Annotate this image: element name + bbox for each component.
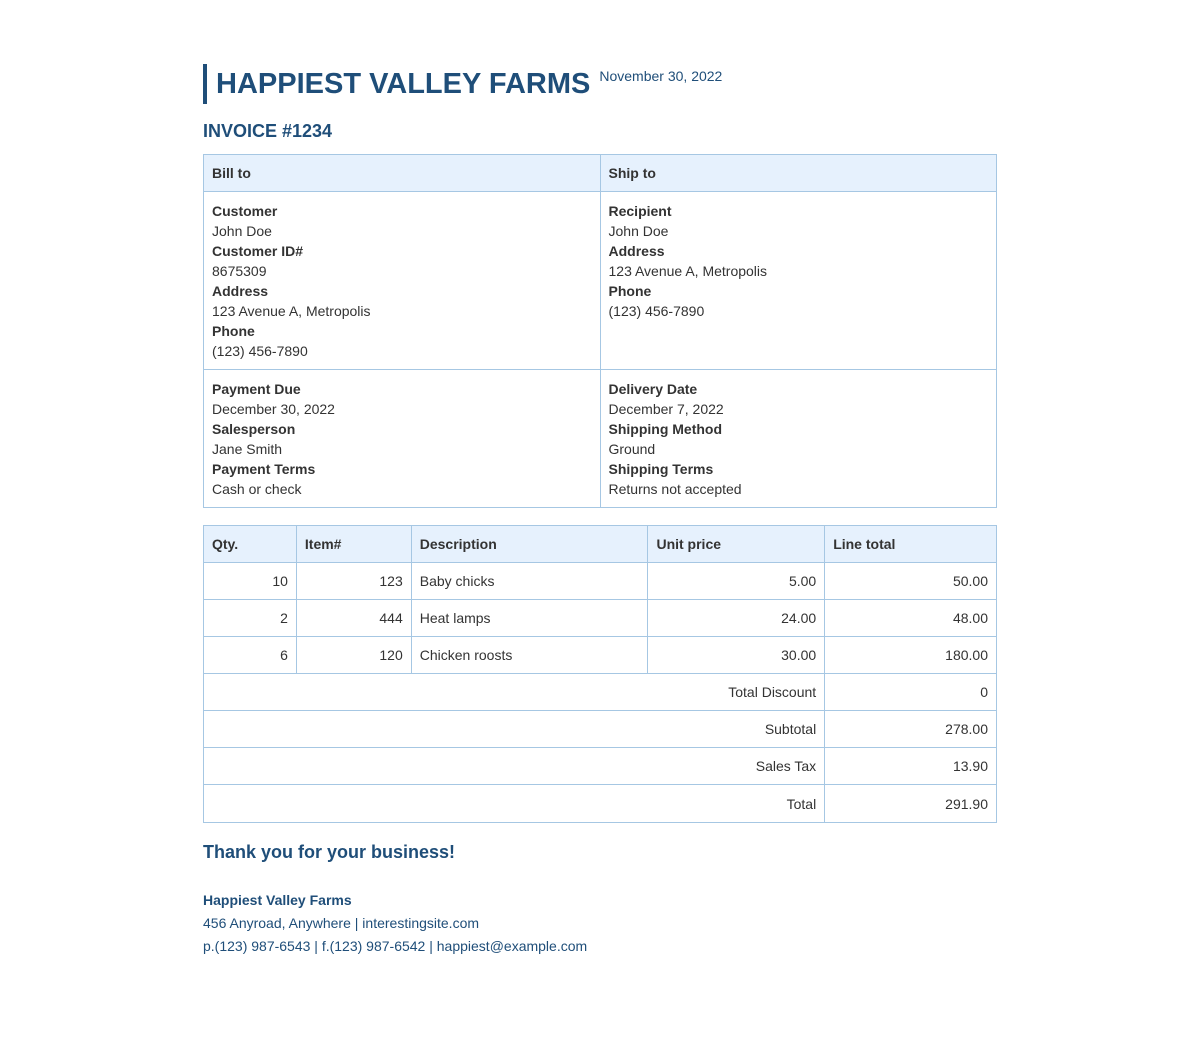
qty-cell: 6 <box>204 637 297 674</box>
table-row <box>204 600 997 637</box>
column-header-line-total: Line total <box>825 526 997 563</box>
invoice-date: November 30, 2022 <box>599 68 723 84</box>
summary-label: Subtotal <box>204 711 825 748</box>
description-cell: Chicken roosts <box>411 637 648 674</box>
field-label: Customer ID# <box>212 243 304 259</box>
summary-label: Total <box>204 785 825 823</box>
field-value: Returns not accepted <box>608 481 742 497</box>
description-cell: Heat lamps <box>411 600 648 637</box>
field-value: 123 Avenue A, Metropolis <box>608 263 768 279</box>
summary-label: Total Discount <box>204 674 825 711</box>
summary-value: 291.90 <box>825 785 997 823</box>
item-cell: 120 <box>296 637 411 674</box>
company-footer <box>203 889 997 958</box>
delivery-details <box>600 370 997 508</box>
field-label: Delivery Date <box>608 381 698 397</box>
item-cell: 123 <box>296 563 411 600</box>
ship-to-details <box>600 192 997 370</box>
invoice-number: INVOICE #1234 <box>203 121 333 141</box>
line-total-cell: 50.00 <box>825 563 997 600</box>
column-header-unit-price: Unit price <box>648 526 825 563</box>
field-value: December 7, 2022 <box>608 401 724 417</box>
summary-value: 13.90 <box>825 748 997 785</box>
billing-shipping-table <box>203 154 997 508</box>
footer-contact-line: p.(123) 987-6543 | f.(123) 987-6542 | happiest@example.com <box>203 938 588 954</box>
table-row <box>204 637 997 674</box>
footer-address-line: 456 Anyroad, Anywhere | interestingsite.com <box>203 915 480 931</box>
brand-accent-bar <box>203 64 207 104</box>
bill-to-header: Bill to <box>204 155 601 192</box>
qty-cell: 2 <box>204 600 297 637</box>
summary-row-total <box>204 785 997 823</box>
field-value: John Doe <box>608 223 669 239</box>
summary-row-sales-tax <box>204 748 997 785</box>
field-value: (123) 456-7890 <box>608 303 705 319</box>
unit-price-cell: 5.00 <box>648 563 825 600</box>
field-value: 8675309 <box>212 263 267 279</box>
column-header-item: Item# <box>296 526 411 563</box>
field-label: Recipient <box>608 203 672 219</box>
ship-to-header: Ship to <box>600 155 997 192</box>
line-total-cell: 48.00 <box>825 600 997 637</box>
field-label: Customer <box>212 203 278 219</box>
field-value: Cash or check <box>212 481 302 497</box>
line-items-table <box>203 525 997 823</box>
field-value: (123) 456-7890 <box>212 343 308 359</box>
summary-row-subtotal <box>204 711 997 748</box>
field-label: Address <box>212 283 269 299</box>
field-value: John Doe <box>212 223 272 239</box>
payment-details <box>204 370 601 508</box>
footer-company-name: Happiest Valley Farms <box>203 892 352 908</box>
field-label: Payment Terms <box>212 461 316 477</box>
field-value: 123 Avenue A, Metropolis <box>212 303 371 319</box>
table-header-row <box>204 526 997 563</box>
bill-to-details <box>204 192 601 370</box>
table-row <box>204 563 997 600</box>
thank-you-message: Thank you for your business! <box>203 842 456 862</box>
invoice-header <box>203 64 997 104</box>
summary-row-discount <box>204 674 997 711</box>
invoice-page <box>203 64 997 958</box>
column-header-description: Description <box>411 526 648 563</box>
field-label: Salesperson <box>212 421 296 437</box>
company-title: HAPPIEST VALLEY FARMS <box>216 68 591 100</box>
field-label: Shipping Method <box>608 421 723 437</box>
field-value: Ground <box>608 441 656 457</box>
field-label: Phone <box>608 283 652 299</box>
summary-value: 278.00 <box>825 711 997 748</box>
field-label: Phone <box>212 323 255 339</box>
unit-price-cell: 30.00 <box>648 637 825 674</box>
field-label: Address <box>608 243 665 259</box>
summary-value: 0 <box>825 674 997 711</box>
summary-label: Sales Tax <box>204 748 825 785</box>
line-total-cell: 180.00 <box>825 637 997 674</box>
field-value: Jane Smith <box>212 441 283 457</box>
description-cell: Baby chicks <box>411 563 648 600</box>
item-cell: 444 <box>296 600 411 637</box>
field-label: Shipping Terms <box>608 461 714 477</box>
qty-cell: 10 <box>204 563 297 600</box>
column-header-qty: Qty. <box>204 526 297 563</box>
unit-price-cell: 24.00 <box>648 600 825 637</box>
field-label: Payment Due <box>212 381 301 397</box>
field-value: December 30, 2022 <box>212 401 335 417</box>
